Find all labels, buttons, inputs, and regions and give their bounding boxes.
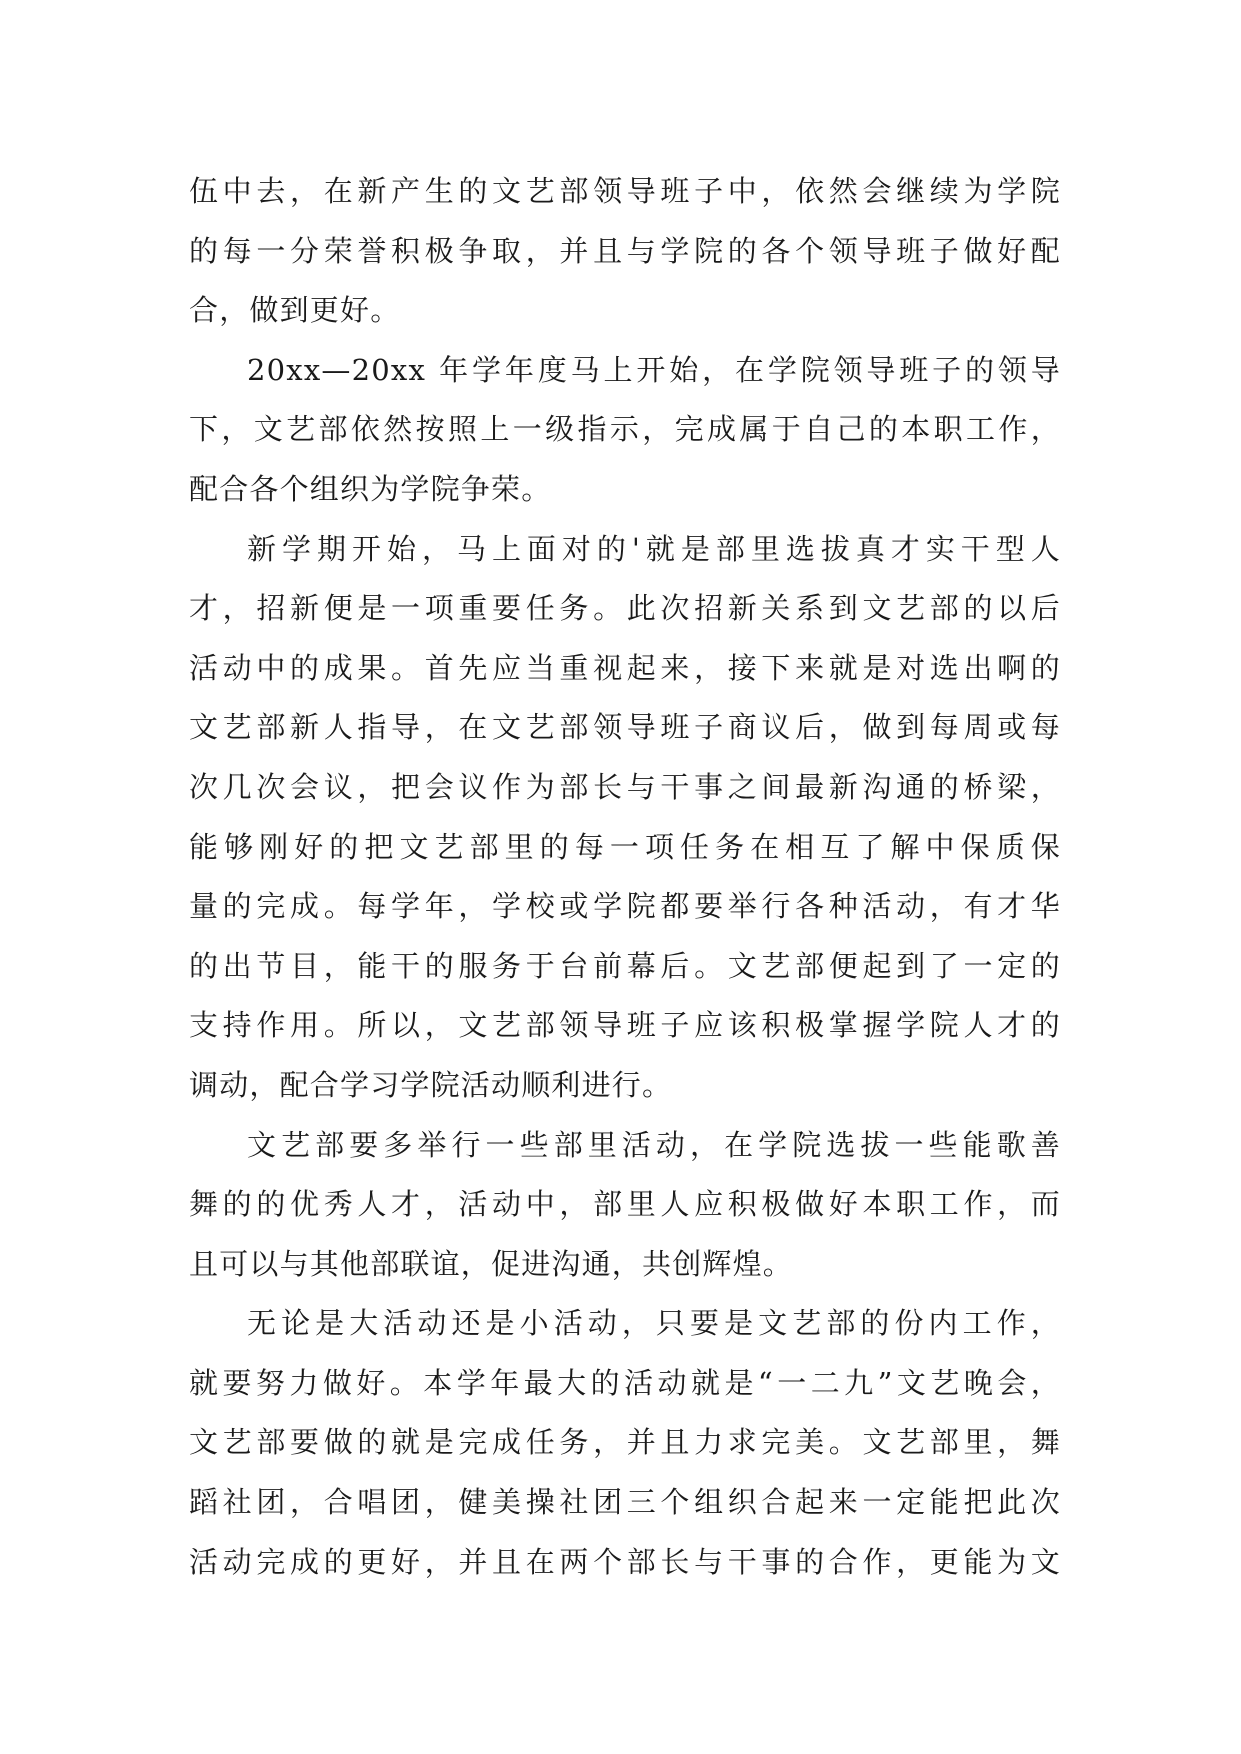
text-line: 的每一分荣誉积极争取，并且与学院的各个领导班子做好配 [189,233,1061,268]
text-line: 的出节目，能干的服务于台前幕后。文艺部便起到了一定的 [189,948,1061,983]
text-line: 文艺部要多举行一些部里活动，在学院选拔一些能歌善 [247,1127,1061,1162]
document-body [189,162,1061,1592]
text-line: 文艺部新人指导，在文艺部领导班子商议后，做到每周或每 [189,710,1061,745]
text-line: 新学期开始，马上面对的'就是部里选拔真才实干型人 [247,531,1061,566]
text-line: 活动中的成果。首先应当重视起来，接下来就是对选出啊的 [189,650,1061,685]
text-line: 蹈社团，合唱团，健美操社团三个组织合起来一定能把此次 [189,1485,1061,1520]
text-line: 量的完成。每学年，学校或学院都要举行各种活动，有才华 [189,889,1061,924]
text-line: 且可以与其他部联谊，促进沟通，共创辉煌。 [189,1246,794,1281]
text-line: 伍中去，在新产生的文艺部领导班子中，依然会继续为学院 [189,174,1061,208]
text-line: 下，文艺部依然按照上一级指示，完成属于自己的本职工作， [189,412,1061,447]
text-line: 活动完成的更好，并且在两个部长与干事的合作，更能为文 [189,1544,1061,1579]
text-line: 20xx—20xx 年学年度马上开始，在学院领导班子的领导 [247,352,1061,387]
text-line: 无论是大活动还是小活动，只要是文艺部的份内工作， [247,1306,1061,1341]
text-line: 合，做到更好。 [189,293,401,328]
text-line: 支持作用。所以，文艺部领导班子应该积极掌握学院人才的 [189,1008,1061,1043]
text-line: 次几次会议，把会议作为部长与干事之间最新沟通的桥梁， [189,769,1061,804]
text-line: 舞的的优秀人才，活动中，部里人应积极做好本职工作，而 [189,1187,1061,1222]
text-line: 配合各个组织为学院争荣。 [189,471,552,506]
text-line: 能够刚好的把文艺部里的每一项任务在相互了解中保质保 [189,829,1061,864]
text-line: 才，招新便是一项重要任务。此次招新关系到文艺部的以后 [189,591,1061,626]
text-line: 调动，配合学习学院活动顺利进行。 [189,1067,673,1102]
text-line: 就要努力做好。本学年最大的活动就是“一二九”文艺晚会， [189,1365,1061,1400]
text-line: 文艺部要做的就是完成任务，并且力求完美。文艺部里，舞 [189,1425,1061,1460]
